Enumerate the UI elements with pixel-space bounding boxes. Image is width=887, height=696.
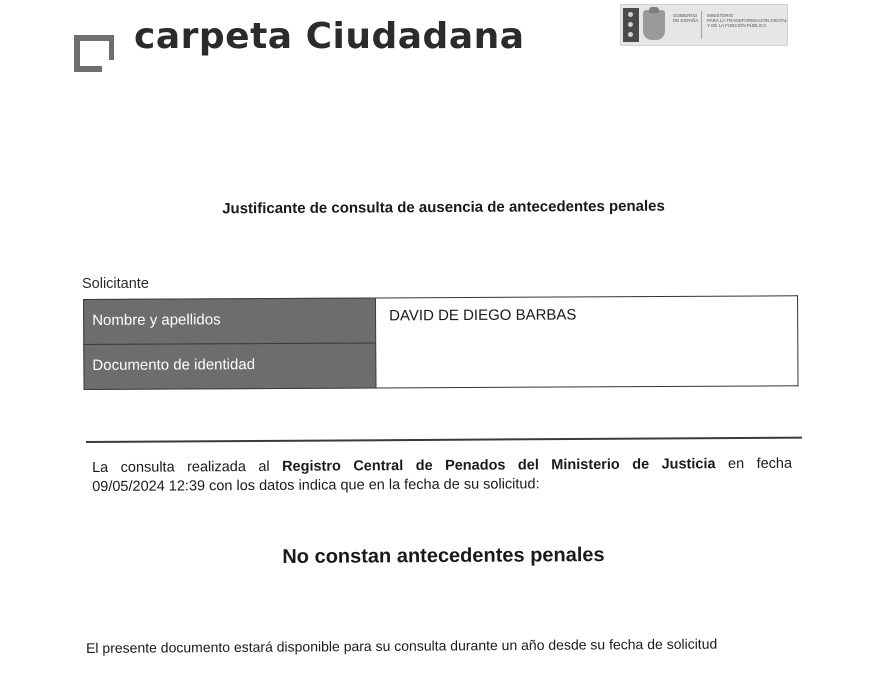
registry-name: Registro Central de Penados del Ministerio de Justicia bbox=[282, 456, 716, 475]
consultation-line-2: 09/05/2024 12:39 con los datos indica que en la fecha de su solicitud: bbox=[92, 476, 540, 495]
result-statement: No constan antecedentes penales bbox=[282, 544, 605, 568]
consultation-paragraph bbox=[92, 455, 792, 497]
seal-ministry-text: MINISTERIO PARA LA TRANSFORMACIÓN DIGITAL Y DE LA FUNCIÓN PÚBLICA bbox=[707, 13, 788, 28]
logo-text: carpeta Ciudadana bbox=[134, 16, 525, 57]
section-divider bbox=[86, 437, 802, 443]
gobierno-de-espana-seal bbox=[620, 4, 788, 46]
consultation-prefix: La consulta realizada al bbox=[92, 458, 283, 476]
name-label: Nombre y apellidos bbox=[83, 297, 376, 345]
applicant-table bbox=[83, 285, 799, 393]
seal-government-text: GOBIERNO DE ESPAÑA bbox=[673, 13, 699, 23]
applicant-row-id-document bbox=[83, 340, 798, 390]
name-value: DAVID DE DIEGO BARBAS bbox=[376, 295, 798, 343]
seal-separator bbox=[701, 11, 702, 39]
id-document-label: Documento de identidad bbox=[83, 342, 376, 390]
applicant-row-name bbox=[83, 295, 798, 345]
id-document-value bbox=[376, 340, 798, 388]
applicant-section-label: Solicitante bbox=[82, 276, 149, 292]
eu-flag-icon bbox=[623, 8, 639, 42]
consultation-date-label: en fecha bbox=[715, 455, 793, 473]
document-title: Justificante de consulta de ausencia de antecedentes penales bbox=[222, 197, 665, 218]
carpeta-ciudadana-logo-icon bbox=[74, 35, 114, 72]
availability-note: El presente documento estará disponible para su consulta durante un año desde su fecha de solicitud bbox=[86, 635, 718, 656]
spain-coat-of-arms-icon bbox=[643, 10, 665, 40]
